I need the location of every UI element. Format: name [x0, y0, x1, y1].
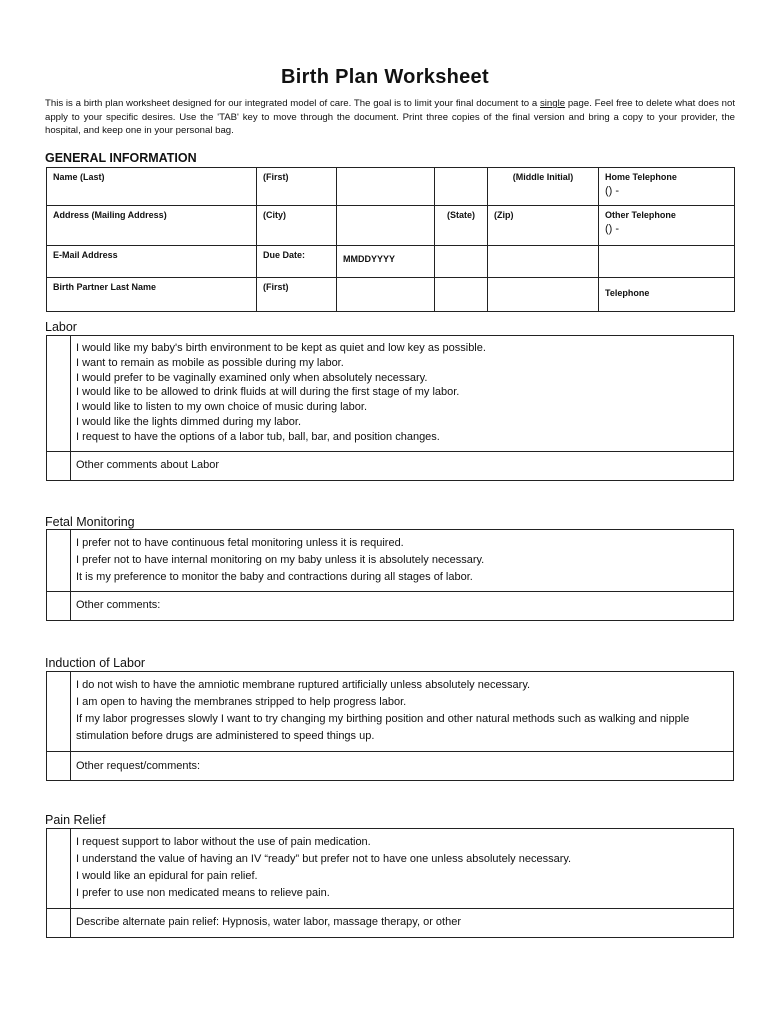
partner-telephone-field[interactable]: Telephone: [599, 278, 735, 312]
city-field[interactable]: (City): [257, 206, 337, 246]
fetal-option: I prefer not to have continuous fetal monitoring unless it is required.: [76, 537, 404, 549]
labor-other-comments[interactable]: Other comments about Labor: [76, 459, 220, 471]
blank-cell[interactable]: [599, 246, 735, 278]
pain-options: [71, 829, 733, 908]
fetal-option: I prefer not to have internal monitoring on my baby unless it is absolutely necessary.: [76, 554, 485, 566]
labor-option: I would like my baby's birth environment to be kept as quiet and low key as possible.: [76, 342, 486, 354]
induction-section: [46, 671, 734, 781]
pain-relief-section: [46, 828, 734, 938]
blank-cell[interactable]: [488, 278, 599, 312]
labor-options: [71, 336, 733, 451]
blank-cell[interactable]: [435, 168, 488, 206]
fetal-monitoring-heading: Fetal Monitoring: [45, 515, 135, 529]
blank-cell[interactable]: [337, 168, 435, 206]
pain-option: I would like an epidural for pain relief.: [76, 870, 258, 882]
zip-field[interactable]: (Zip): [488, 206, 599, 246]
induction-option: I am open to having the membranes stripped to help progress labor.: [76, 696, 407, 708]
induction-option: I do not wish to have the amniotic membrane ruptured artificially unless absolutely necessary.: [76, 679, 531, 691]
home-telephone-field[interactable]: [599, 168, 735, 206]
labor-option: I want to remain as mobile as possible during my labor.: [76, 356, 344, 369]
induction-option: If my labor progresses slowly I want to try changing my birthing position and other natural methods such as walking and nipple stimulation before drugs are administered to speed things up.: [76, 713, 690, 742]
other-telephone-label: Other Telephone: [605, 210, 676, 220]
partner-first-name-field[interactable]: (First): [257, 278, 337, 312]
pain-option: I prefer to use non medicated means to relieve pain.: [76, 887, 330, 899]
intro-text-start: This is a birth plan worksheet designed for our integrated model of care. The goal is to limit your final document to a: [45, 98, 540, 109]
labor-other-checkbox[interactable]: [47, 452, 71, 480]
pain-relief-heading: Pain Relief: [45, 813, 106, 827]
email-field[interactable]: E-Mail Address: [47, 246, 257, 278]
labor-option: I would like to listen to my own choice of music during labor.: [76, 401, 368, 414]
pain-option: I understand the value of having an IV “ready” but prefer not to have one unless absolutely necessary.: [76, 853, 572, 865]
labor-section: [46, 335, 734, 481]
fetal-checkbox[interactable]: [47, 530, 71, 591]
fetal-monitoring-section: [46, 529, 734, 621]
induction-other-checkbox[interactable]: [47, 752, 71, 780]
labor-option: I request to have the options of a labor tub, ball, bar, and position changes.: [76, 430, 440, 443]
general-information-table: [46, 167, 735, 312]
fetal-options: [71, 530, 733, 591]
intro-underlined-word: single: [540, 98, 566, 109]
pain-option: I request support to labor without the use of pain medication.: [76, 836, 371, 848]
labor-heading: Labor: [45, 320, 77, 334]
blank-cell[interactable]: [435, 278, 488, 312]
induction-heading: Induction of Labor: [45, 656, 146, 670]
middle-initial-field[interactable]: (Middle Initial): [488, 168, 599, 206]
induction-checkbox[interactable]: [47, 672, 71, 751]
labor-option: I would prefer to be vaginally examined only when absolutely necessary.: [76, 371, 428, 384]
address-field[interactable]: Address (Mailing Address): [47, 206, 257, 246]
blank-cell[interactable]: [337, 206, 435, 246]
induction-other-comments[interactable]: Other request/comments:: [76, 760, 201, 772]
induction-options: [71, 672, 733, 751]
state-field[interactable]: (State): [435, 206, 488, 246]
labor-option: I would like to be allowed to drink fluids at will during the first stage of my labor.: [76, 386, 460, 399]
home-telephone-value[interactable]: () -: [605, 185, 620, 197]
pain-other-checkbox[interactable]: [47, 909, 71, 937]
blank-cell[interactable]: [435, 246, 488, 278]
page-title: Birth Plan Worksheet: [281, 66, 489, 88]
home-telephone-label: Home Telephone: [605, 172, 677, 182]
labor-option: I would like the lights dimmed during my labor.: [76, 415, 301, 428]
intro-text-end: page. Feel free to delete what does not apply to your specific desires. Use the 'TAB' key to move through the document. Print three copies of the final version and bring a copy to your provider, the hospital, and keep one in your personal bag.: [45, 98, 735, 136]
pain-alternate-relief[interactable]: Describe alternate pain relief: Hypnosis, water labor, massage therapy, or other: [76, 916, 461, 928]
partner-last-name-field[interactable]: Birth Partner Last Name: [47, 278, 257, 312]
fetal-other-checkbox[interactable]: [47, 592, 71, 620]
due-date-label: Due Date:: [257, 246, 337, 278]
labor-checkbox[interactable]: [47, 336, 71, 451]
fetal-option: It is my preference to monitor the baby and contractions during all stages of labor.: [76, 571, 473, 583]
other-telephone-field[interactable]: [599, 206, 735, 246]
intro-paragraph: [45, 97, 735, 138]
general-information-heading: GENERAL INFORMATION: [45, 151, 197, 165]
blank-cell[interactable]: [337, 278, 435, 312]
pain-checkbox[interactable]: [47, 829, 71, 908]
other-telephone-value[interactable]: () -: [605, 223, 620, 235]
first-name-field[interactable]: (First): [257, 168, 337, 206]
due-date-field[interactable]: MMDDYYYY: [337, 246, 435, 278]
blank-cell[interactable]: [488, 246, 599, 278]
name-last-field[interactable]: Name (Last): [47, 168, 257, 206]
fetal-other-comments[interactable]: Other comments:: [76, 599, 161, 611]
